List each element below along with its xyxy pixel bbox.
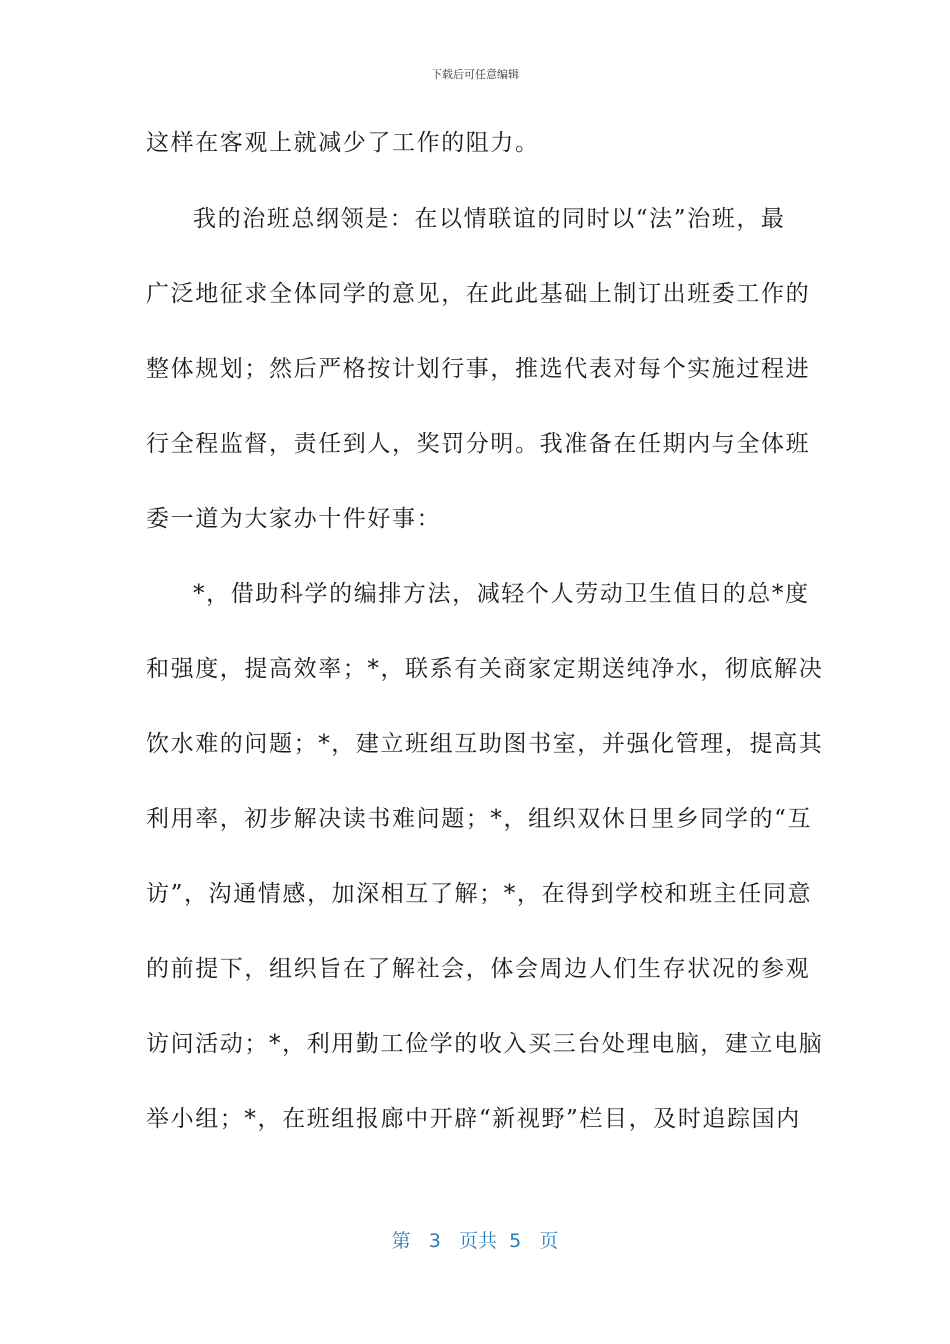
text-line-4: 整体规划；然后严格按计划行事，推选代表对每个实施过程进	[146, 356, 811, 382]
text-line-5: 行全程监督，责任到人，奖罚分明。我准备在任期内与全体班	[146, 431, 811, 457]
text-line-2: 我的治班总纲领是：在以情联谊的同时以“法”治班，最	[193, 206, 786, 232]
text-line-6: 委一道为大家办十件好事：	[146, 506, 442, 532]
text-line-8: 和强度，提高效率；*，联系有关商家定期送纯净水，彻底解决	[146, 656, 824, 682]
current-page-number: 3	[428, 1230, 441, 1252]
text-line-12: 的前提下，组织旨在了解社会，体会周边人们生存状况的参观	[146, 956, 811, 982]
text-line-1: 这样在客观上就减少了工作的阻力。	[146, 130, 540, 156]
page-label-mid: 页共	[459, 1230, 498, 1252]
text-line-10: 利用率，初步解决读书难问题；*，组织双休日里乡同学的“互	[146, 806, 813, 832]
total-pages-number: 5	[509, 1230, 522, 1252]
text-line-14: 举小组；*，在班组报廊中开辟“新视野”栏目，及时追踪国内	[146, 1106, 801, 1132]
text-line-3: 广泛地征求全体同学的意见，在此此基础上制订出班委工作的	[146, 281, 811, 307]
page-footer	[0, 1226, 950, 1253]
text-line-11: 访”，沟通情感，加深相互了解；*，在得到学校和班主任同意	[146, 881, 813, 907]
page-header-note: 下载后可任意编辑	[431, 68, 519, 81]
text-line-13: 访问活动；*，利用勤工俭学的收入买三台处理电脑，建立电脑	[146, 1031, 824, 1057]
page-label-suffix: 页	[539, 1230, 559, 1252]
page-label-prefix: 第	[391, 1230, 411, 1252]
text-line-9: 饮水难的问题；*，建立班组互助图书室，并强化管理，提高其	[146, 731, 824, 757]
text-line-7: *，借助科学的编排方法，减轻个人劳动卫生值日的总*度	[193, 581, 810, 607]
